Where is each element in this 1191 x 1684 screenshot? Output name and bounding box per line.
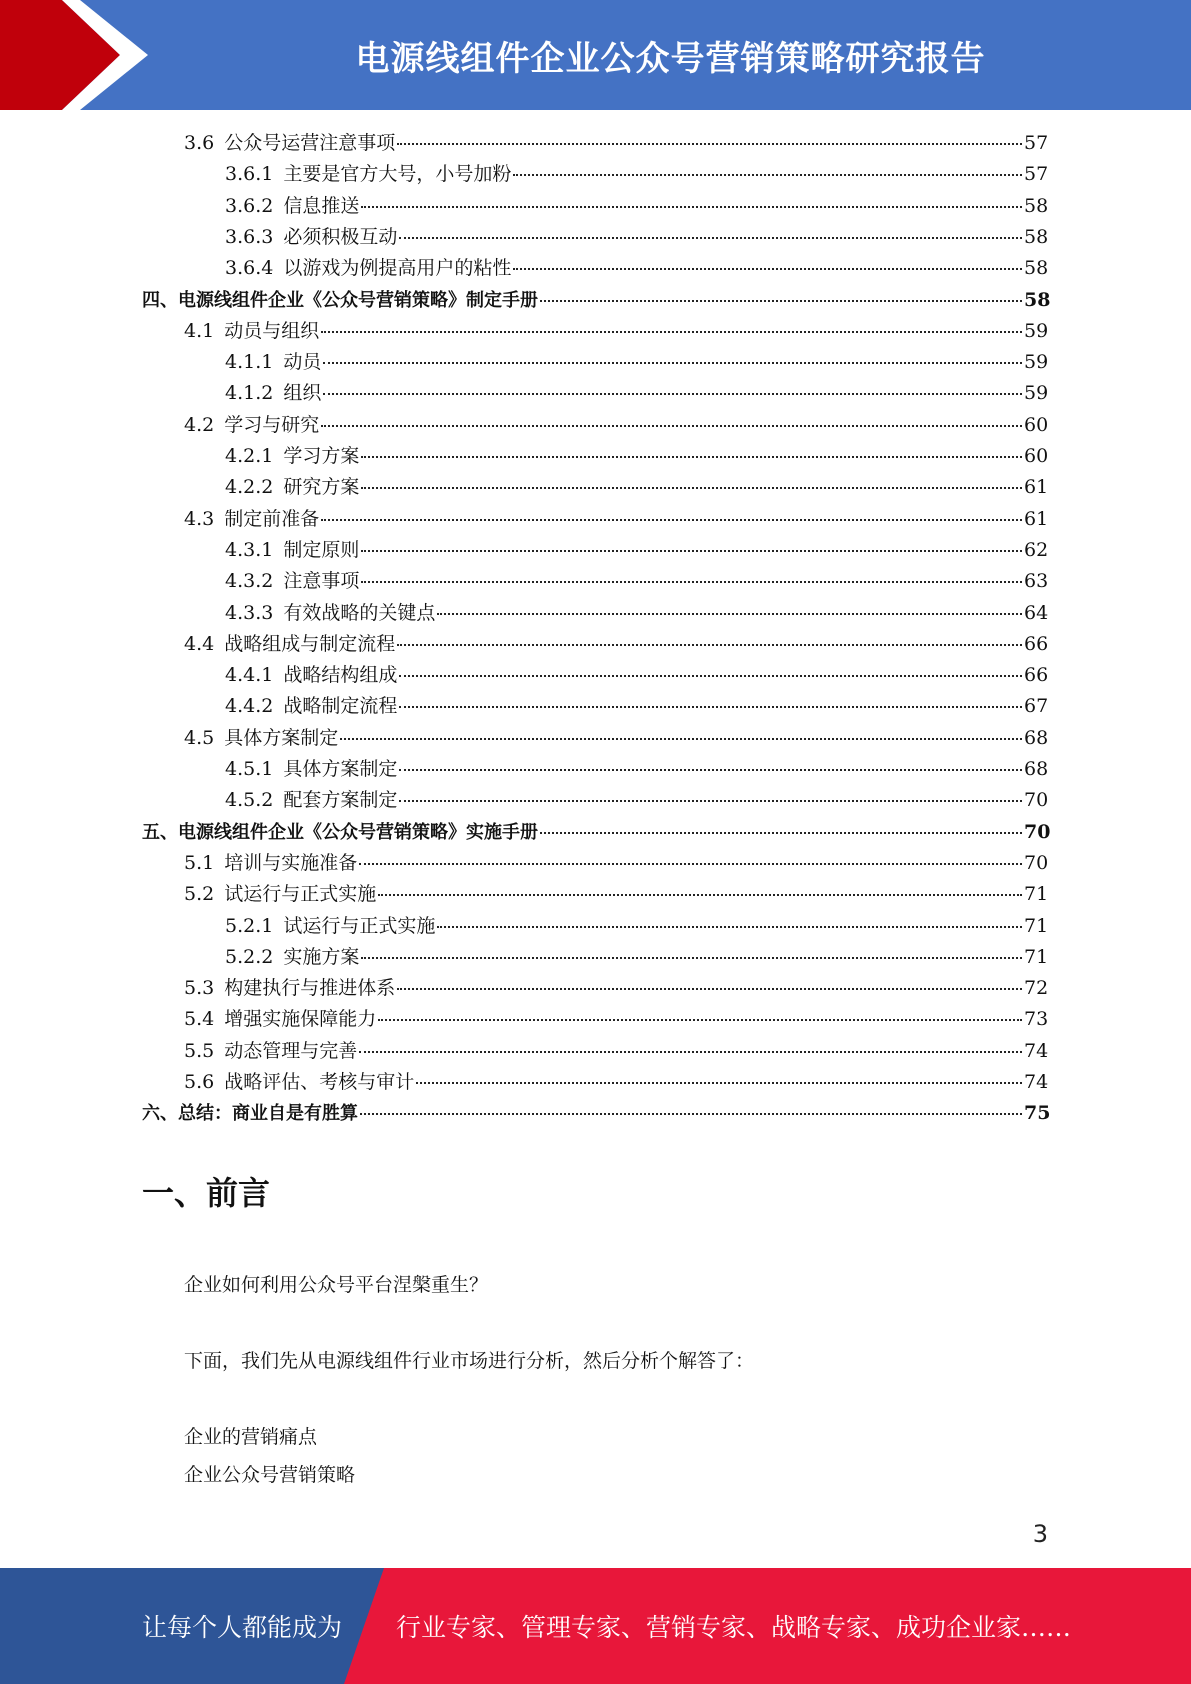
page-header (0, 0, 1191, 110)
toc-entry[interactable] (0, 472, 1191, 503)
toc-entry-title: 公众号运营注意事项 (224, 132, 396, 154)
toc-entry-number: 4.5.2 (225, 789, 274, 812)
toc-entry[interactable] (0, 911, 1191, 942)
toc-entry-number: 4.3.1 (225, 538, 274, 561)
toc-entry-title: 制定原则 (283, 538, 360, 561)
toc-entry-title: 具体方案制定 (224, 726, 339, 749)
toc-entry-number: 4.4 (184, 632, 215, 655)
toc-page-number: 58 (1024, 194, 1049, 217)
toc-page-number: 68 (1024, 726, 1049, 749)
toc-entry-number: 3.6.1 (225, 163, 274, 186)
toc-page-number: 66 (1024, 632, 1049, 655)
toc-page-number: 70 (1024, 789, 1049, 812)
toc-page-number: 57 (1024, 132, 1049, 154)
toc-leader-dots (378, 894, 1022, 896)
toc-entry-label (0, 879, 376, 910)
toc-leader-dots (397, 988, 1022, 990)
toc-entry-label (0, 378, 321, 409)
toc-page-number: 74 (1024, 1039, 1049, 1062)
toc-entry-title: 试运行与正式实施 (224, 883, 377, 906)
toc-entry-label (0, 159, 511, 190)
toc-entry[interactable] (0, 598, 1191, 629)
toc-leader-dots (540, 300, 1022, 302)
toc-entry-label (0, 566, 359, 597)
toc-page-number: 73 (1024, 1008, 1049, 1031)
toc-entry[interactable] (0, 316, 1191, 347)
paragraph: 下面，我们先从电源线组件行业市场进行分析，然后分析个解答了： (184, 1350, 755, 1372)
toc-page-number: 67 (1024, 695, 1049, 718)
toc-entry-title: 四、电源线组件企业《公众号营销策略》制定手册 (142, 289, 538, 311)
toc-entry-label (0, 817, 538, 848)
toc-entry[interactable] (0, 566, 1191, 597)
toc-entry-title: 战略评估、考核与审计 (224, 1071, 415, 1093)
toc-leader-dots (397, 143, 1022, 145)
toc-leader-dots (321, 425, 1022, 427)
toc-leader-dots (361, 581, 1022, 583)
toc-entry-label (0, 1098, 358, 1129)
toc-entry-label (0, 410, 319, 441)
toc-entry-title: 学习与研究 (224, 413, 320, 436)
toc-entry-number: 5.6 (184, 1071, 215, 1093)
toc-entry[interactable] (0, 973, 1191, 1004)
toc-entry-label (0, 472, 359, 503)
toc-entry[interactable] (0, 723, 1191, 754)
toc-leader-dots (397, 644, 1022, 646)
toc-entry[interactable] (0, 879, 1191, 910)
toc-entry[interactable] (0, 222, 1191, 253)
toc-entry-number: 4.1 (184, 319, 215, 342)
toc-entry-title: 战略制定流程 (283, 695, 398, 718)
toc-entry-number: 5.4 (184, 1008, 215, 1031)
toc-page-number: 58 (1024, 288, 1051, 311)
toc-page-number: 62 (1024, 538, 1049, 561)
paragraph: 企业如何利用公众号平台涅槃重生？ (184, 1274, 489, 1296)
toc-chapter-entry[interactable] (0, 285, 1191, 316)
toc-page-number: 61 (1024, 476, 1049, 499)
toc-page-number: 59 (1024, 382, 1049, 405)
toc-leader-dots (416, 1082, 1022, 1084)
toc-entry-title: 组织 (283, 382, 322, 405)
page-number: 3 (1032, 1520, 1048, 1548)
toc-entry-label (0, 535, 359, 566)
toc-entry[interactable] (0, 942, 1191, 973)
toc-entry-number: 5.2 (184, 883, 215, 906)
toc-entry-title: 具体方案制定 (283, 758, 398, 780)
toc-entry-title: 战略结构组成 (283, 664, 398, 687)
toc-entry-title: 注意事项 (283, 570, 360, 593)
toc-leader-dots (323, 362, 1022, 364)
toc-entry-label (0, 691, 397, 722)
toc-entry-title: 动态管理与完善 (224, 1039, 358, 1062)
toc-entry-label (0, 598, 435, 629)
toc-entry[interactable] (0, 1036, 1191, 1067)
toc-page-number: 75 (1024, 1102, 1051, 1125)
toc-entry-number: 3.6.4 (225, 257, 274, 280)
toc-entry-label (0, 754, 397, 785)
toc-leader-dots (378, 1019, 1022, 1021)
toc-entry-label (0, 848, 357, 879)
toc-page-number: 71 (1024, 914, 1049, 937)
toc-entry[interactable] (0, 441, 1191, 472)
toc-page-number: 71 (1024, 883, 1049, 906)
toc-page-number: 71 (1024, 945, 1049, 968)
toc-page-number: 72 (1024, 977, 1049, 1000)
toc-entry-title: 信息推送 (283, 194, 360, 217)
toc-entry-title: 动员与组织 (224, 319, 320, 342)
toc-leader-dots (399, 237, 1022, 239)
toc-entry-number: 4.3.3 (225, 601, 274, 624)
toc-leader-dots (513, 174, 1022, 176)
toc-leader-dots (360, 1113, 1022, 1115)
toc-entry[interactable] (0, 253, 1191, 284)
toc-leader-dots (361, 550, 1022, 552)
toc-entry-number: 5.1 (184, 851, 215, 874)
toc-entry-number: 3.6 (184, 132, 215, 154)
toc-entry-title: 有效战略的关键点 (283, 601, 436, 624)
toc-entry-label (0, 1036, 357, 1067)
toc-entry[interactable] (0, 1067, 1191, 1098)
toc-entry-number: 4.3.2 (225, 570, 274, 593)
toc-entry-number: 4.2 (184, 413, 215, 436)
toc-entry-label (0, 629, 395, 660)
toc-entry-title: 构建执行与推进体系 (224, 977, 396, 1000)
toc-entry-label (0, 441, 359, 472)
paragraph: 企业公众号营销策略 (184, 1464, 356, 1486)
toc-entry-title: 制定前准备 (224, 507, 320, 530)
toc-leader-dots (399, 706, 1022, 708)
toc-entry-number: 4.4.2 (225, 695, 274, 718)
toc-entry-label (0, 504, 319, 535)
toc-leader-dots (361, 456, 1022, 458)
toc-entry[interactable] (0, 1004, 1191, 1035)
toc-entry-label (0, 785, 397, 816)
toc-entry[interactable] (0, 410, 1191, 441)
toc-entry-title: 动员 (283, 351, 322, 374)
toc-entry-number: 4.1.2 (225, 382, 274, 405)
toc-page-number: 64 (1024, 601, 1049, 624)
toc-leader-dots (399, 769, 1022, 771)
toc-page-number: 74 (1024, 1071, 1049, 1093)
toc-entry-title: 实施方案 (283, 945, 360, 968)
toc-entry-label (0, 285, 538, 316)
toc-entry[interactable] (0, 378, 1191, 409)
toc-entry[interactable] (0, 785, 1191, 816)
toc-entry-number: 4.3 (184, 507, 215, 530)
toc-leader-dots (437, 926, 1022, 928)
toc-page-number: 61 (1024, 507, 1049, 530)
toc-page-number: 60 (1024, 445, 1049, 467)
toc-leader-dots (437, 613, 1022, 615)
toc-entry-title: 主要是官方大号，小号加粉 (283, 163, 512, 186)
toc-entry-title: 研究方案 (283, 476, 360, 499)
toc-leader-dots (359, 1051, 1022, 1053)
toc-entry-number: 4.2.2 (225, 476, 274, 499)
toc-entry-number: 4.4.1 (225, 664, 274, 687)
toc-entry-label (0, 128, 395, 159)
paragraph: 企业的营销痛点 (184, 1426, 318, 1448)
footer-slogan-right: 行业专家、管理专家、营销专家、战略专家、成功企业家…… (396, 1613, 1072, 1642)
toc-entry-title: 五、电源线组件企业《公众号营销策略》实施手册 (142, 821, 538, 843)
toc-entry[interactable] (0, 848, 1191, 879)
toc-page-number: 66 (1024, 664, 1049, 687)
toc-page-number: 58 (1024, 225, 1049, 248)
toc-leader-dots (540, 832, 1022, 834)
toc-entry-title: 必须积极互动 (283, 225, 398, 248)
toc-chapter-entry[interactable] (0, 817, 1191, 848)
toc-page-number: 57 (1024, 163, 1049, 186)
toc-entry[interactable] (0, 629, 1191, 660)
toc-entry-title: 增强实施保障能力 (224, 1008, 377, 1031)
toc-entry-number: 4.5.1 (225, 758, 274, 780)
toc-entry-label (0, 942, 359, 973)
toc-entry-title: 试运行与正式实施 (283, 914, 436, 937)
toc-entry[interactable] (0, 128, 1191, 159)
toc-page-number: 68 (1024, 758, 1049, 780)
toc-entry[interactable] (0, 660, 1191, 691)
toc-page-number: 63 (1024, 570, 1049, 593)
toc-entry[interactable] (0, 347, 1191, 378)
toc-entry-number: 3.6.3 (225, 225, 274, 248)
toc-entry-number: 3.6.2 (225, 194, 274, 217)
toc-entry-title: 六、总结：商业自是有胜算 (142, 1103, 358, 1125)
toc-leader-dots (513, 268, 1022, 270)
toc-leader-dots (340, 738, 1022, 740)
toc-entry-label (0, 723, 338, 754)
section-heading: 一、前言 (142, 1174, 271, 1212)
toc-entry-label (0, 316, 319, 347)
toc-chapter-entry[interactable] (0, 1098, 1191, 1129)
toc-entry-title: 以游戏为例提高用户的粘性 (283, 257, 512, 280)
toc-entry-label (0, 973, 395, 1004)
toc-entry[interactable] (0, 159, 1191, 190)
toc-page-number: 70 (1024, 820, 1051, 843)
toc-page-number: 58 (1024, 257, 1049, 280)
toc-leader-dots (399, 675, 1022, 677)
toc-entry[interactable] (0, 754, 1191, 785)
toc-entry-label (0, 191, 359, 222)
toc-leader-dots (323, 393, 1022, 395)
toc-entry-number: 5.2.1 (225, 914, 274, 937)
toc-page-number: 70 (1024, 851, 1049, 874)
toc-entry-title: 培训与实施准备 (224, 851, 358, 874)
toc-page-number: 60 (1024, 413, 1049, 436)
toc-entry[interactable] (0, 191, 1191, 222)
toc-entry[interactable] (0, 535, 1191, 566)
footer-slogan-left: 让每个人都能成为 (142, 1613, 343, 1642)
toc-entry-number: 5.2.2 (225, 945, 274, 968)
toc-entry-number: 5.3 (184, 977, 215, 1000)
toc-entry-label (0, 347, 321, 378)
toc-leader-dots (321, 331, 1022, 333)
toc-leader-dots (359, 863, 1022, 865)
toc-leader-dots (361, 206, 1022, 208)
toc-leader-dots (321, 519, 1022, 521)
toc-entry-label (0, 660, 397, 691)
page-footer (0, 1568, 1191, 1684)
toc-entry-number: 4.1.1 (225, 351, 274, 374)
toc-page-number: 59 (1024, 319, 1049, 342)
toc-leader-dots (361, 487, 1022, 489)
toc-page-number: 59 (1024, 351, 1049, 374)
toc-entry-label (0, 911, 435, 942)
report-title: 电源线组件企业公众号营销策略研究报告 (355, 38, 986, 79)
toc-leader-dots (399, 800, 1022, 802)
toc-entry-number: 5.5 (184, 1039, 215, 1062)
toc-entry[interactable] (0, 504, 1191, 535)
toc-entry-label (0, 253, 511, 284)
toc-entry-title: 战略组成与制定流程 (224, 632, 396, 655)
toc-entry-label (0, 222, 397, 253)
toc-entry-title: 配套方案制定 (283, 789, 398, 812)
toc-entry-label (0, 1067, 414, 1098)
toc-leader-dots (361, 957, 1022, 959)
toc-entry-label (0, 1004, 376, 1035)
toc-entry-title: 学习方案 (283, 445, 360, 467)
toc-entry-number: 4.5 (184, 726, 215, 749)
toc-entry[interactable] (0, 691, 1191, 722)
toc-entry-number: 4.2.1 (225, 445, 274, 467)
